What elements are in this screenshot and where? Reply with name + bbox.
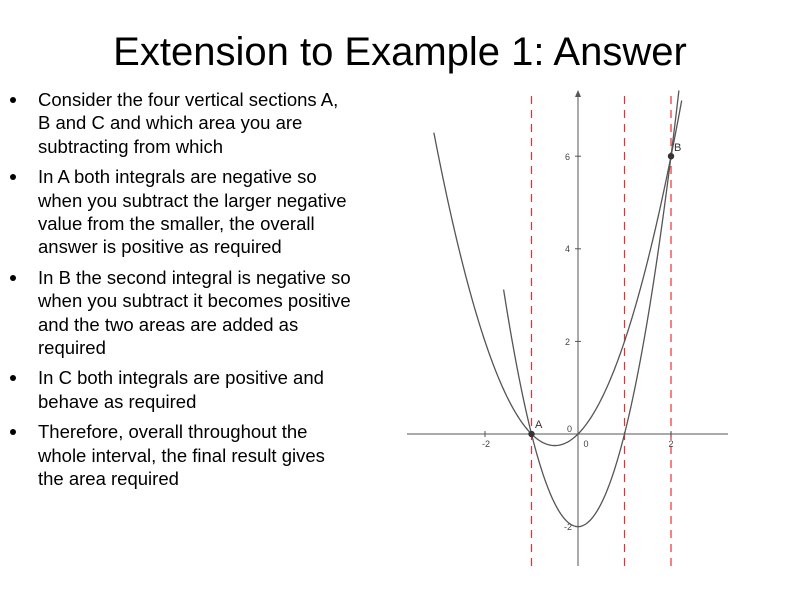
bullet-text: Consider the four vertical sections A, B and C and which area you are subtracting from which — [38, 89, 339, 157]
x-tick-label: 2 — [668, 439, 674, 449]
bullet-text: In A both integrals are negative so when you subtract the larger negative value from the smaller, the overall answer is positive as required — [38, 166, 347, 258]
y-tick-label: 2 — [564, 337, 570, 347]
curve-upper — [434, 101, 682, 446]
bullet-dot-icon — [10, 375, 16, 381]
x-tick-label: -2 — [481, 439, 491, 449]
bullet-dot-icon — [10, 429, 16, 435]
bullet-dot-icon — [10, 174, 16, 180]
bullet-text: Therefore, overall throughout the whole interval, the final result gives the area required — [38, 421, 325, 490]
curve-lower — [504, 91, 682, 527]
y-tick-label: -2 — [563, 522, 572, 532]
bullet-item — [10, 88, 355, 158]
points — [528, 153, 674, 437]
bullet-dot-icon — [10, 275, 16, 281]
point-label-a: A — [535, 419, 543, 431]
bullet-list — [10, 88, 355, 498]
bullet-text: In B the second integral is negative so when you subtract it becomes positive and the two areas are added as required — [38, 266, 351, 359]
x-tick-label: 0 — [583, 439, 589, 449]
slide-title: Extension to Example 1: Answer — [113, 30, 687, 74]
bullet-item — [10, 165, 355, 259]
bullet-item — [10, 366, 355, 413]
bullet-item — [10, 420, 355, 490]
bullet-item — [10, 266, 355, 360]
bullet-text: In C both integrals are positive and behave as required — [38, 367, 324, 412]
function-graph — [405, 88, 735, 568]
point-label-b: B — [674, 142, 682, 154]
curves — [434, 91, 682, 527]
dashed-lines — [532, 96, 672, 566]
point-a — [528, 431, 534, 437]
y-tick-label: 0 — [566, 424, 572, 434]
y-tick-label: 4 — [564, 244, 570, 254]
y-axis-arrow-icon — [575, 90, 581, 97]
bullet-dot-icon — [10, 97, 16, 103]
y-tick-label: 6 — [564, 152, 570, 162]
point-labels — [535, 142, 681, 431]
